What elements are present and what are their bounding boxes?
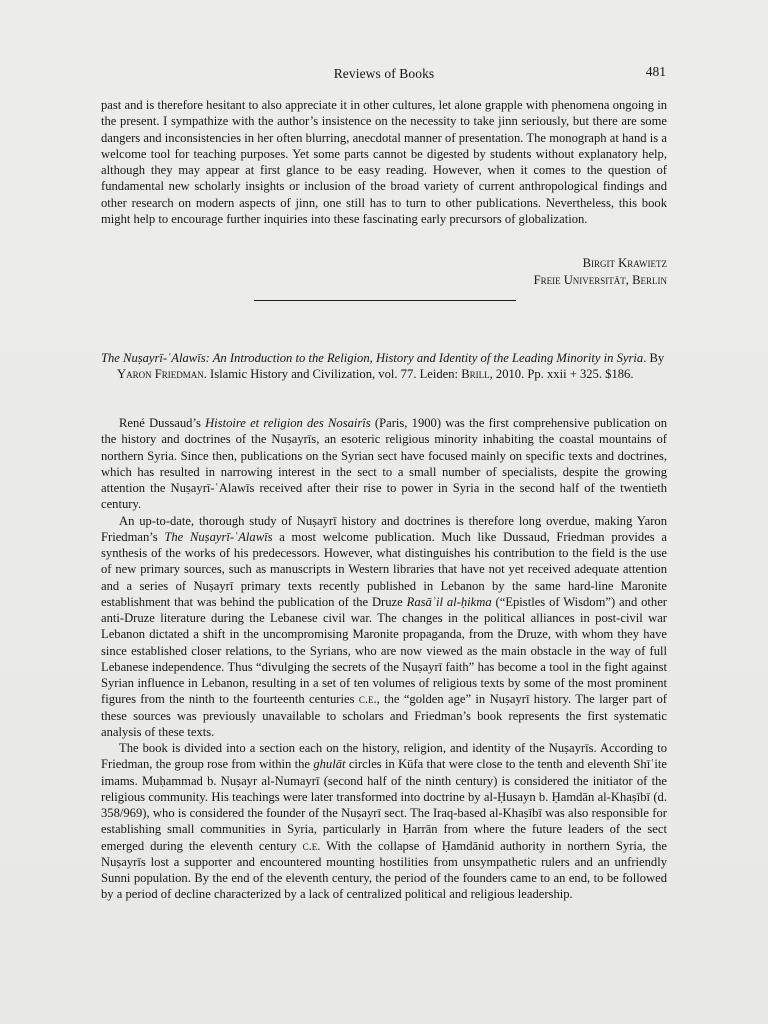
review-paragraph-3	[101, 740, 667, 903]
section-divider	[254, 300, 516, 301]
book-citation	[101, 350, 667, 383]
text-run: , the “golden age” in Nuṣayrī history. The larger part of these sources was previously unavailable to scholars and Friedman’s book represents the first systematic analysis of these texts.	[101, 692, 667, 739]
book-author: Yaron Friedman	[117, 367, 204, 382]
italic-term: ghulāt	[313, 757, 346, 772]
previous-review-conclusion	[101, 97, 667, 227]
text-run: (“Epistles of Wisdom”) and other anti-Druze literature during the Lebanese civil war. The changes in the political alliances in post-civil war Lebanon dictated a shift in the uncompromising Maronite propaganda, from the Druze, with whom they have since established closer relations, to the Syrians, who are now viewed as the main obstacle in the way of full Lebanese independence. Thus “divulging the secrets of the Nuṣayrī faith” has become a tool in the fight against Syrian influence in Lebanon, resulting in a set of ten volumes of religious texts by some of the most prominent figures from the ninth to the fourteenth centuries	[101, 594, 667, 707]
reviewer-affiliation: Freie Universität, Berlin	[533, 272, 667, 287]
cited-title: Histoire et religion des Nosairîs	[205, 416, 371, 430]
cited-title: The Nuṣayrī-ʿAlawīs	[164, 529, 273, 544]
review-paragraph-1	[101, 415, 667, 513]
book-publisher: Brill	[461, 367, 490, 382]
reviewer-name: Birgit Krawietz	[582, 256, 667, 270]
previous-review-paragraph: past and is therefore hesitant to also appreciate it in other cultures, let alone grapple with phenomena ongoing in the present. I sympathize with the author’s insistence on the necessity to take jinn seriously, but there are some dangers and inconsistencies in her often blurring, anecdotal manner of presentation. The monograph at hand is a welcome tool for teaching purposes. Yet some parts cannot be digested by students without explanatory help, although they may appear at first glance to be easy reading. However, when it comes to the question of fundamental new scholarly insights or inclusion of the broad variety of current anthropological findings and other research on modern aspects of jinn, one still has to turn to other publications. Nevertheless, this book might help to encourage further inquiries into these fascinating early precursors of globalization.	[101, 98, 667, 226]
page-number: 481	[645, 64, 666, 79]
text-run: René Dussaud’s	[119, 416, 206, 430]
review-body	[101, 415, 667, 903]
review-paragraph-2	[101, 513, 667, 741]
text-run: The book is divided into a section each on the history, religion, and identity of the Nuṣayrīs. According to Friedman, the group rose from within the	[101, 741, 667, 772]
text-run: An up-to-date, thorough study of Nuṣayrī history and doctrines is therefore long overdue, making Yaron Friedman’s	[101, 513, 667, 544]
era-abbreviation: c.e.	[302, 838, 321, 853]
book-series: . Islamic History and Civilization, vol. 77. Leiden:	[203, 367, 462, 382]
cited-title: Rasāʾil al-ḥikma	[406, 594, 492, 609]
era-abbreviation: c.e.	[358, 692, 377, 707]
text-run: a most welcome publication. Much like Dussaud, Friedman provides a synthesis of the works of his predecessors. However, what distinguishes his contribution to the field is the use of new primary sources, such as manuscripts in Western libraries that have not yet received adequate attention and a series of Nuṣayrī primary texts recently published in Lebanon by the same hard-line Maronite establishment that was behind the publication of the Druze	[101, 529, 667, 609]
running-head: Reviews of Books	[333, 66, 435, 81]
text-run: circles in Kūfa that were close to the tenth and eleventh Shīʿite imams. Muḥammad b. Nuṣayr al-Numayrī (second half of the ninth century) is considered the initiator of the religious community. His teachings were later transformed into doctrine by al-Ḥusayn b. Ḥamdān al-Khaṣībī (d. 358/969), who is considered the founder of the Nuṣayrī sect. The Iraq-based al-Khaṣībī was also responsible for establishing small communities in Syria, particularly in Ḥarrān from where the future leaders of the sect emerged during the eleventh century	[101, 757, 667, 853]
text-run: (Paris, 1900) was the first comprehensive publication on the history and doctrines of the Nuṣayrīs, an esoteric religious minority inhabiting the coastal mountains of northern Syria. Since then, publications on the Syrian sect have focused mainly on specific texts and doctrines, which has resulted in narrowing interest in the sect to a small number of specialists, despite the growing attention the Nuṣayrī-ʿAlawīs received after their rise to power in Syria in the second half of the twentieth century.	[101, 416, 668, 512]
reviewer-signature	[534, 255, 667, 288]
book-details: , 2010. Pp. xxii + 325. $186.	[489, 367, 634, 382]
book-title: The Nuṣayrī-ʿAlawīs: An Introduction to the Religion, History and Identity of the Leading Minority in Syria	[101, 351, 644, 365]
book-by: . By	[643, 351, 665, 365]
text-run: With the collapse of Ḥamdānid authority in northern Syria, the Nuṣayrīs lost a supporter and encountered mounting hostilities from unsympathetic rulers and an unfriendly Sunni population. By the end of the eleventh century, the period of the founders came to an end, to be followed by a period of decline characterized by a lack of centralized political and religious leadership.	[101, 838, 667, 902]
